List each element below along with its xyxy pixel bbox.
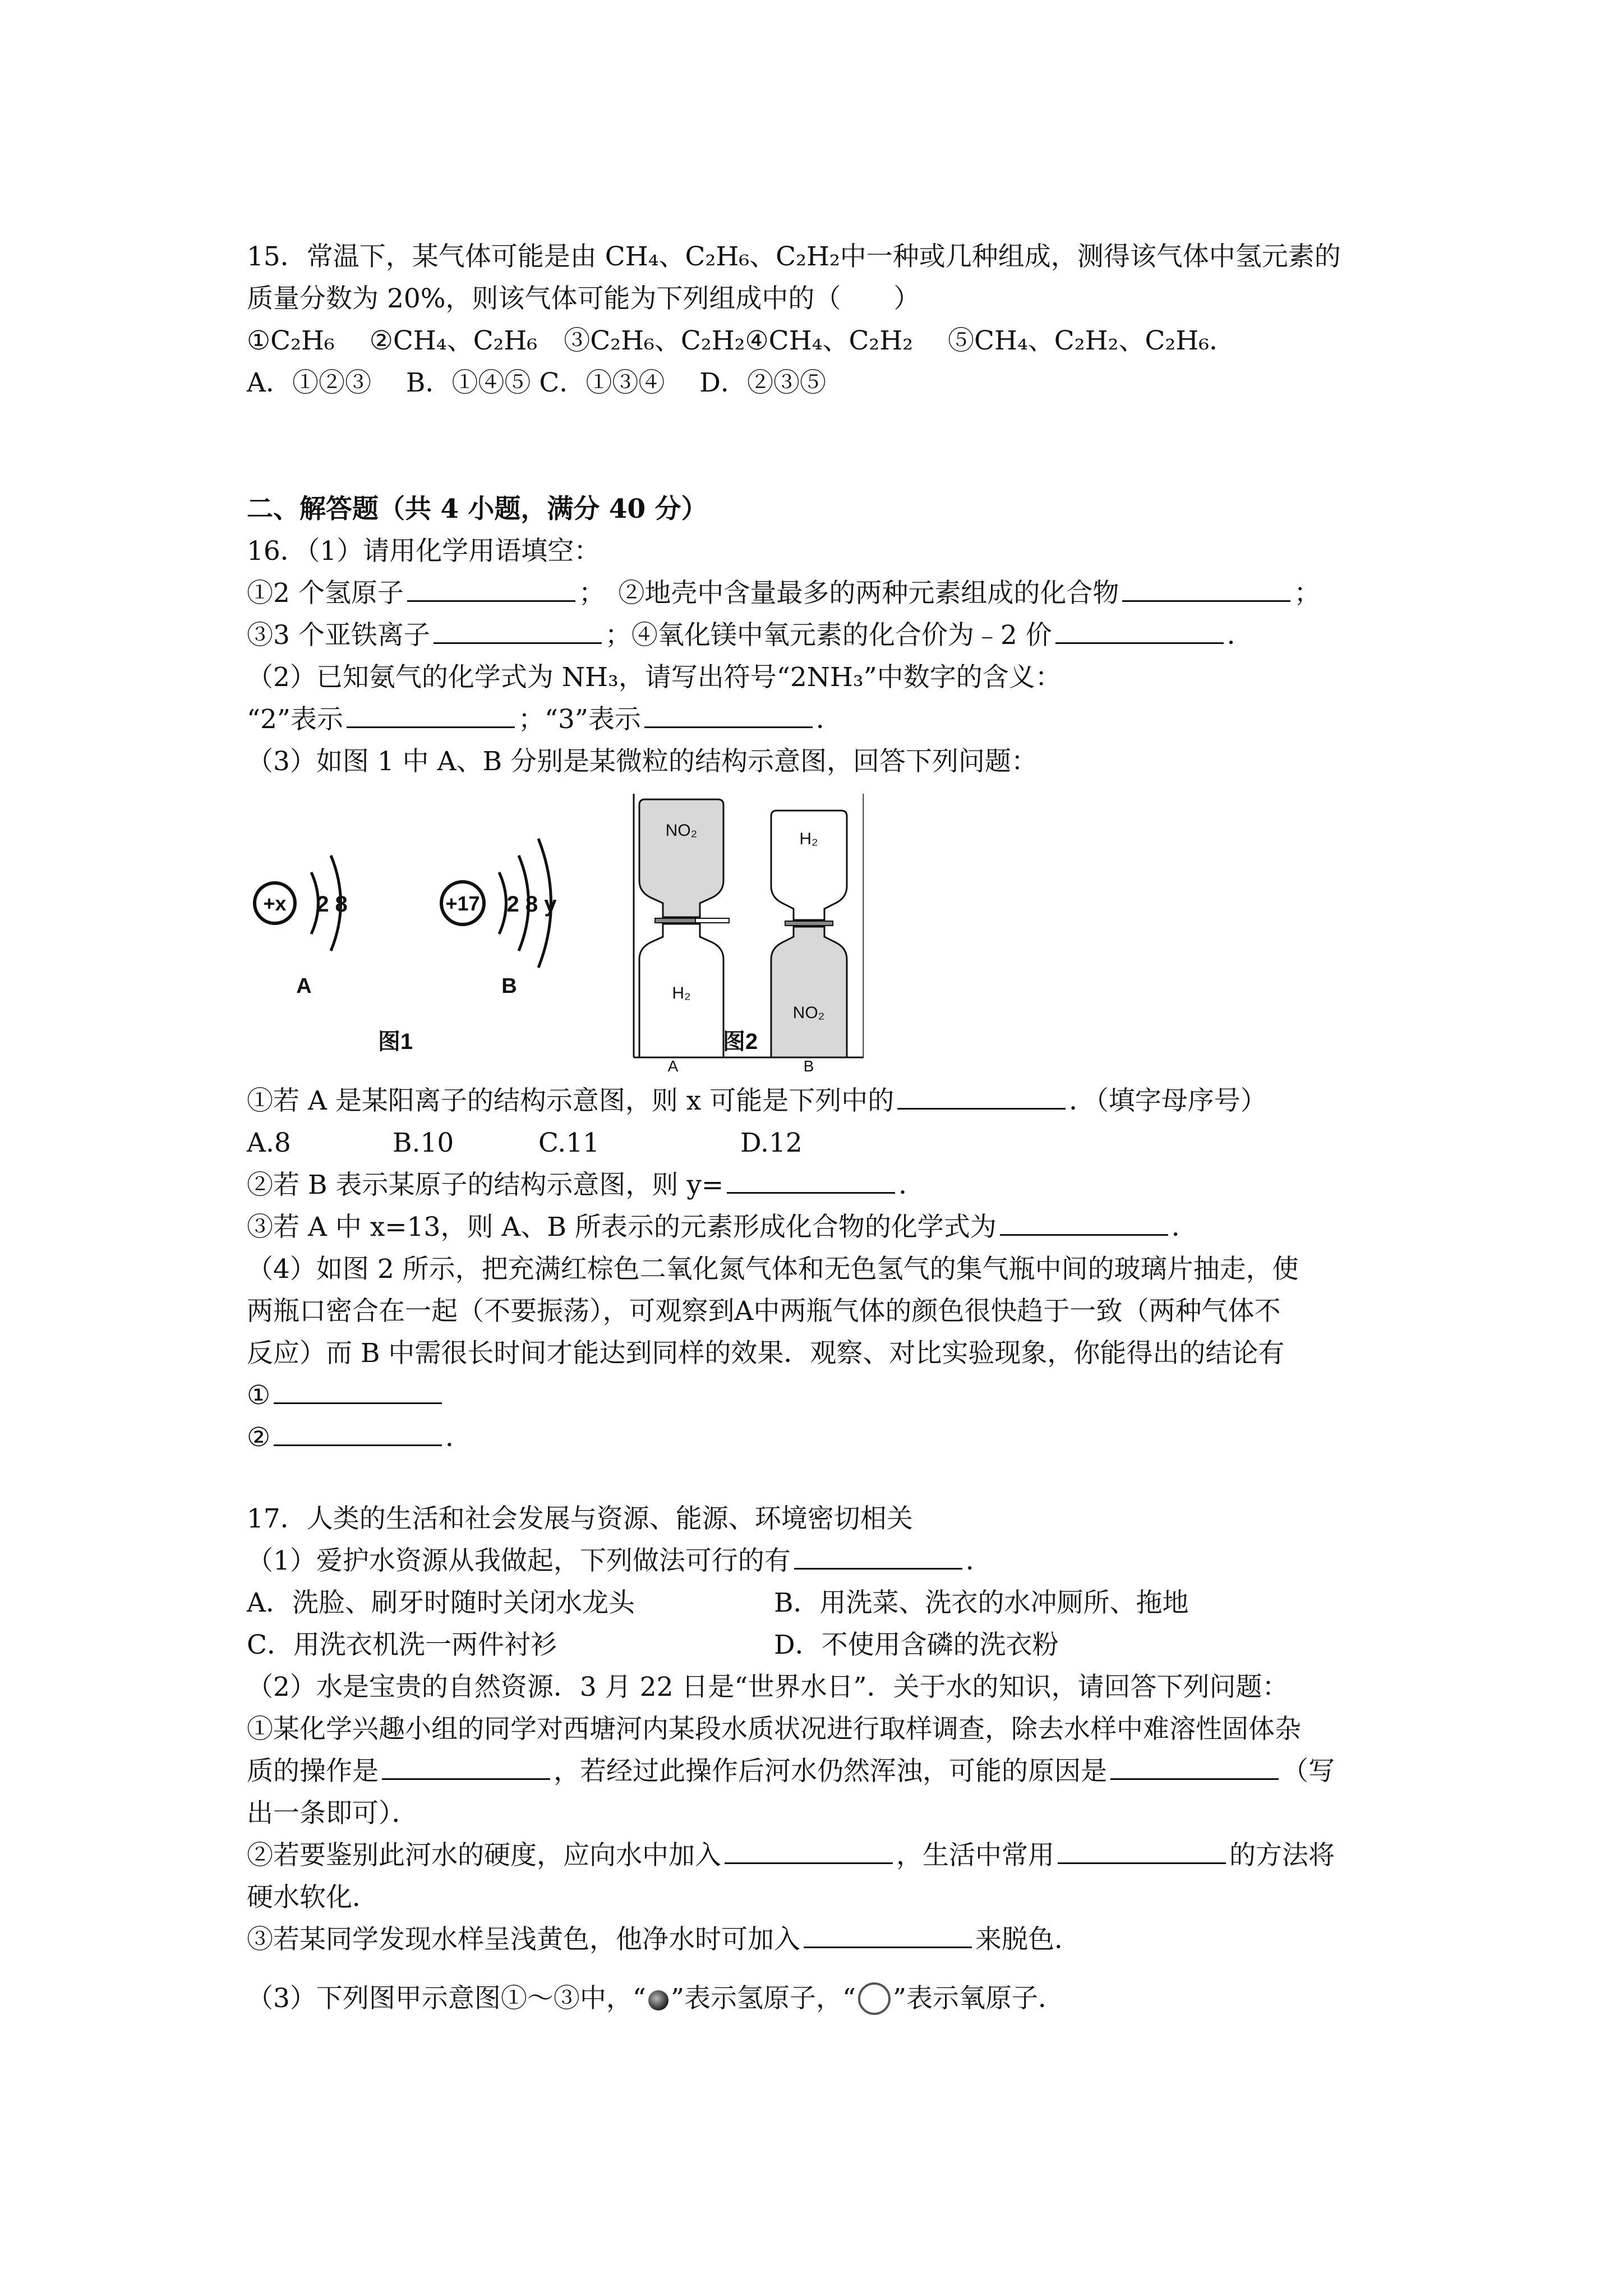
q16-s2a: ②若 B 表示某原子的结构示意图，则 y= — [247, 1170, 724, 1200]
oxygen-atom-icon — [858, 1982, 891, 2015]
atom-a-nucleus: +x — [263, 892, 287, 915]
option-d: D.12 — [740, 1128, 803, 1158]
q16-c2end: ． — [445, 1422, 472, 1453]
q17-w3a: ③若某同学发现水样呈浅黄色，他净水时可加入 — [247, 1924, 800, 1955]
q16-part3: （3）如图 1 中 A、B 分别是某微粒的结构示意图，回答下列问题： — [247, 746, 1038, 777]
q16-l2a: ③3 个亚铁离子 — [247, 620, 430, 651]
q16-l2b: ；④氧化镁中氧元素的化合价为﹣2 价 — [605, 620, 1052, 651]
q17-p1a: （1）爱护水资源从我做起，下列做法可行的有 — [247, 1545, 791, 1576]
q16-s2b: ． — [898, 1170, 925, 1200]
answer-blank[interactable] — [274, 1377, 442, 1404]
option-a: A.8 — [247, 1128, 291, 1158]
option-c: C.11 — [538, 1128, 600, 1158]
bottle-b-top-gas: H₂ — [799, 830, 818, 848]
section-heading: 二、解答题（共 4 小题，满分 40 分） — [247, 494, 708, 524]
gas-bottles-b — [771, 811, 847, 1074]
q17-w2a: ②若要鉴别此河水的硬度，应向水中加入 — [247, 1840, 721, 1871]
q17-w2-line2: 硬水软化． — [247, 1882, 379, 1913]
q17-part3 — [247, 1977, 1396, 2019]
figure-row — [247, 794, 1396, 1074]
q16-sub2 — [247, 1164, 1396, 1206]
answer-blank[interactable] — [804, 1921, 972, 1948]
q17-w2c: 的方法将 — [1229, 1840, 1335, 1871]
q17-options-row2 — [247, 1624, 1396, 1666]
q16-sub1 — [247, 1080, 1396, 1122]
q16-s1a: ①若 A 是某阳离子的结构示意图，则 x 可能是下列中的 — [247, 1085, 895, 1116]
bottle-b-label: B — [803, 1057, 814, 1074]
q16-p2a: “2”表示 — [247, 704, 343, 735]
atom-a-label: A — [296, 974, 312, 998]
atom-diagram-b — [441, 839, 557, 998]
q16-line1 — [247, 572, 1396, 614]
q17-w1-2b: ，若经过此操作后河水仍然浑浊，可能的原因是 — [554, 1756, 1107, 1787]
q16-l1a: ①2 个氢原子 — [247, 578, 404, 609]
q16-l1c: ； — [1294, 578, 1321, 609]
answer-blank[interactable] — [727, 1166, 895, 1194]
q16-intro: 16．（1）请用化学用语填空： — [247, 536, 601, 567]
q17-w1-2c: （写 — [1282, 1756, 1335, 1787]
q16-s3b: ． — [1171, 1212, 1198, 1243]
q17-w2b: ，生活中常用 — [896, 1840, 1054, 1871]
atom-b-nucleus: +17 — [445, 892, 480, 915]
answer-blank[interactable] — [1110, 1752, 1279, 1780]
hydrogen-atom-icon — [648, 1990, 668, 2010]
option-b: B．用洗菜、洗衣的水冲厕所、拖地 — [774, 1588, 1189, 1618]
figure1-caption: 图1 — [377, 1029, 413, 1054]
q16-p2b: ；“3”表示 — [518, 704, 641, 735]
q16-conclusion2 — [247, 1416, 1396, 1458]
option-c: C．用洗衣机洗一两件衬衫 — [247, 1630, 557, 1660]
answer-blank[interactable] — [407, 574, 575, 602]
answer-blank[interactable] — [794, 1542, 962, 1570]
q16-part4-line2: 两瓶口密合在一起（不要振荡），可观察到A中两瓶气体的颜色很快趋于一致（两种气体不 — [247, 1296, 1281, 1327]
q15-stem-line1: 15．常温下，某气体可能是由 CH₄、C₂H₆、C₂H₂中一种或几种组成，测得该气体中氢元素的 — [247, 241, 1341, 272]
q17-w1-line3: 出一条即可）． — [247, 1798, 418, 1829]
q17-part2: （2）水是宝贵的自然资源．3 月 22 日是“世界水日”．关于水的知识，请回答下列问题： — [247, 1672, 1289, 1703]
q17-w1-line2 — [247, 1750, 1396, 1792]
answer-blank[interactable] — [644, 701, 813, 728]
q16-part4-line1: （4）如图 2 所示，把充满红棕色二氧化氮气体和无色氢气的集气瓶中间的玻璃片抽走，使 — [247, 1254, 1299, 1285]
atom-a-shells: 2 8 — [316, 892, 348, 917]
q16-sub1-options — [247, 1122, 1396, 1164]
q16-conclusion1 — [247, 1374, 1396, 1416]
q16-s1b: ．（填字母序号） — [1069, 1085, 1267, 1116]
q17-w1-2a: 质的操作是 — [247, 1756, 379, 1787]
q17-w3 — [247, 1918, 1396, 1961]
bottle-b-bottom-gas: NO₂ — [792, 1004, 825, 1022]
answer-blank[interactable] — [382, 1752, 550, 1780]
atom-b-shells: 2 8 y — [506, 892, 557, 917]
answer-blank[interactable] — [1000, 1208, 1168, 1236]
q16-part2: （2）已知氨气的化学式为 NH₃，请写出符号“2NH₃”中数字的含义： — [247, 662, 1062, 693]
answer-blank[interactable] — [274, 1419, 442, 1446]
q16-p2c: ． — [815, 704, 842, 735]
atom-diagram-a — [255, 855, 348, 998]
q16-sub3 — [247, 1206, 1396, 1248]
q17-options-row1 — [247, 1582, 1396, 1624]
answer-blank[interactable] — [434, 616, 602, 644]
option-a: A．洗脸、刷牙时随时关闭水龙头 — [247, 1588, 635, 1618]
bottle-a-top-gas: NO₂ — [665, 821, 698, 840]
option-b: B.10 — [393, 1128, 454, 1158]
bottle-a-label: A — [667, 1057, 679, 1074]
q16-line2 — [247, 614, 1396, 656]
q15-stem-line2: 质量分数为 20%，则该气体可能为下列组成中的（ ） — [247, 283, 920, 314]
answer-blank[interactable] — [1055, 616, 1224, 644]
bottle-a-bottom-gas: H₂ — [672, 984, 691, 1002]
q17-p3c: ”表示氧原子． — [893, 1983, 1065, 2014]
q16-l2c: ． — [1227, 620, 1253, 651]
figures-svg — [247, 794, 864, 1074]
q17-w1-line1: ①某化学兴趣小组的同学对西塘河内某段水质状况进行取样调查，除去水样中难溶性固体杂 — [247, 1714, 1301, 1745]
q17-intro: 17．人类的生活和社会发展与资源、能源、环境密切相关 — [247, 1503, 913, 1534]
atom-b-label: B — [501, 974, 517, 998]
q16-c2: ② — [247, 1422, 271, 1453]
q15-options: A．①②③ B．①④⑤ C．①③④ D．②③⑤ — [247, 367, 826, 398]
q17-p3b: ”表示氢原子，“ — [670, 1983, 856, 2014]
q17-part1 — [247, 1540, 1396, 1582]
figure2-caption: 图2 — [722, 1029, 758, 1054]
q17-p1b: ． — [965, 1545, 992, 1576]
option-d: D．不使用含磷的洗衣粉 — [774, 1630, 1059, 1660]
q17-w3b: 来脱色． — [975, 1924, 1081, 1955]
q16-s3a: ③若 A 中 x=13，则 A、B 所表示的元素形成化合物的化学式为 — [247, 1212, 997, 1243]
q16-c1: ① — [247, 1380, 271, 1411]
q16-part4-line3: 反应）而 B 中需很长时间才能达到同样的效果．观察、对比实验现象，你能得出的结论有 — [247, 1338, 1285, 1369]
exam-page — [247, 236, 1396, 2019]
q17-p3a: （3）下列图甲示意图①～③中，“ — [247, 1983, 646, 2014]
q15-choices: ①C₂H₆ ②CH₄、C₂H₆ ③C₂H₆、C₂H₂④CH₄、C₂H₂ ⑤CH₄、C₂H₂、C₂H₆． — [247, 325, 1236, 356]
answer-blank[interactable] — [1122, 574, 1290, 602]
answer-blank[interactable] — [725, 1837, 893, 1864]
q16-l1b: ； ②地壳中含量最多的两种元素组成的化合物 — [578, 578, 1119, 609]
gas-bottles-a — [639, 799, 729, 1074]
q16-part2-answers — [247, 698, 1396, 740]
answer-blank[interactable] — [897, 1082, 1066, 1110]
answer-blank[interactable] — [347, 701, 515, 728]
answer-blank[interactable] — [1058, 1837, 1226, 1864]
q17-w2-line1 — [247, 1834, 1396, 1876]
